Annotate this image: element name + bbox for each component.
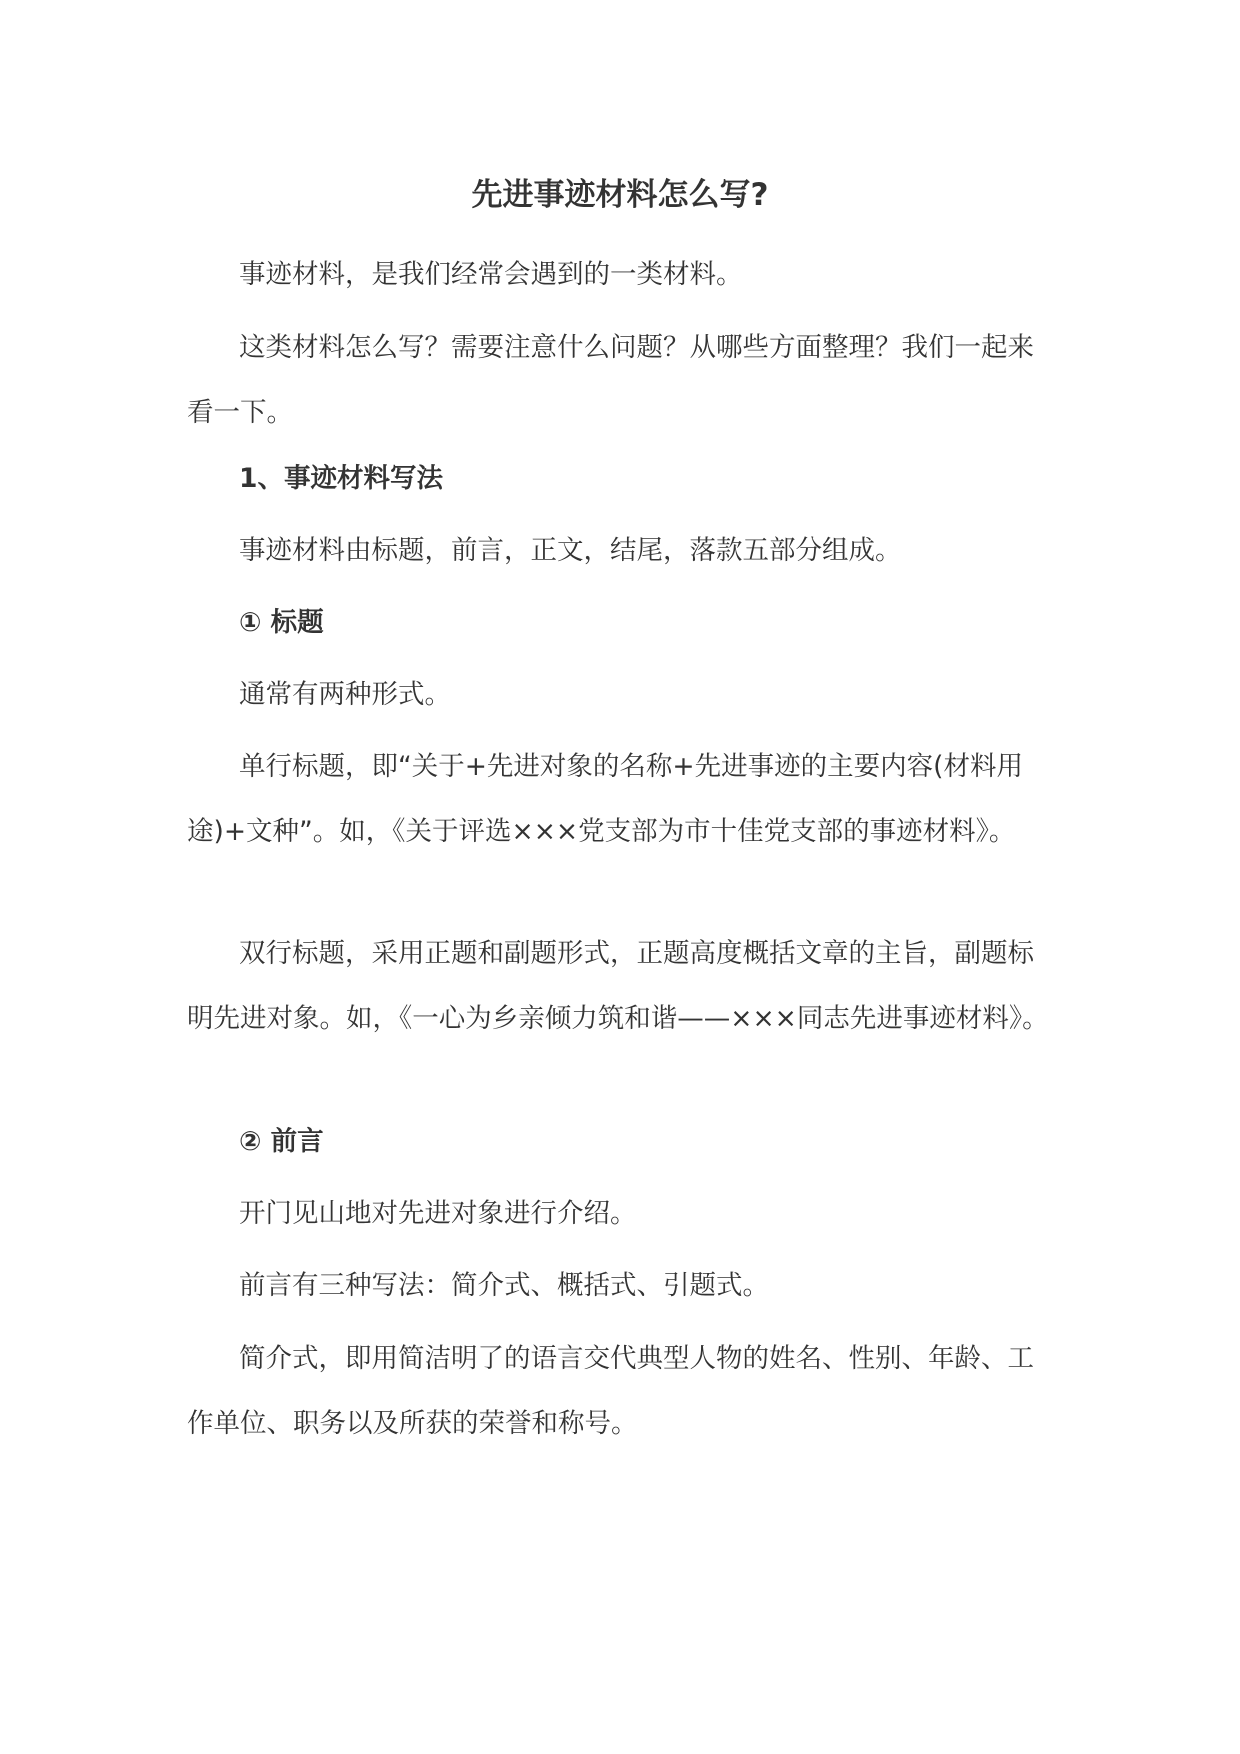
subheading-title: ① 标题 [239, 607, 324, 638]
paragraph-single-line-title: 单行标题，即“关于+先进对象的名称+先进事迹的主要内容(材料用途)+文种”。如，《关于评选×××党支部为市十佳党支部的事迹材料》。 [187, 751, 1023, 847]
paragraph-preface-intro: 开门见山地对先进对象进行介绍。 [239, 1198, 637, 1229]
paragraph-questions: 这类材料怎么写？需要注意什么问题？从哪些方面整理？我们一起来看一下。 [187, 332, 1034, 428]
document-page [187, 0, 1053, 1754]
section-heading-writing-method: 1、事迹材料写法 [239, 463, 443, 494]
paragraph-brief-style: 简介式，即用简洁明了的语言交代典型人物的姓名、性别、年龄、工作单位、职务以及所获的荣誉和称号。 [187, 1343, 1034, 1439]
paragraph-two-forms: 通常有两种形式。 [239, 679, 451, 710]
paragraph-intro: 事迹材料，是我们经常会遇到的一类材料。 [239, 259, 743, 290]
paragraph-double-line-title: 双行标题，采用正题和副题形式，正题高度概括文章的主旨，副题标明先进对象。如，《一心为乡亲倾力筑和谐——×××同志先进事迹材料》。 [187, 938, 1049, 1034]
subheading-preface: ② 前言 [239, 1126, 324, 1157]
paragraph-five-parts: 事迹材料由标题，前言，正文，结尾，落款五部分组成。 [239, 535, 902, 566]
paragraph-preface-methods: 前言有三种写法：简介式、概括式、引题式。 [239, 1270, 769, 1301]
document-title: 先进事迹材料怎么写? [471, 177, 769, 213]
